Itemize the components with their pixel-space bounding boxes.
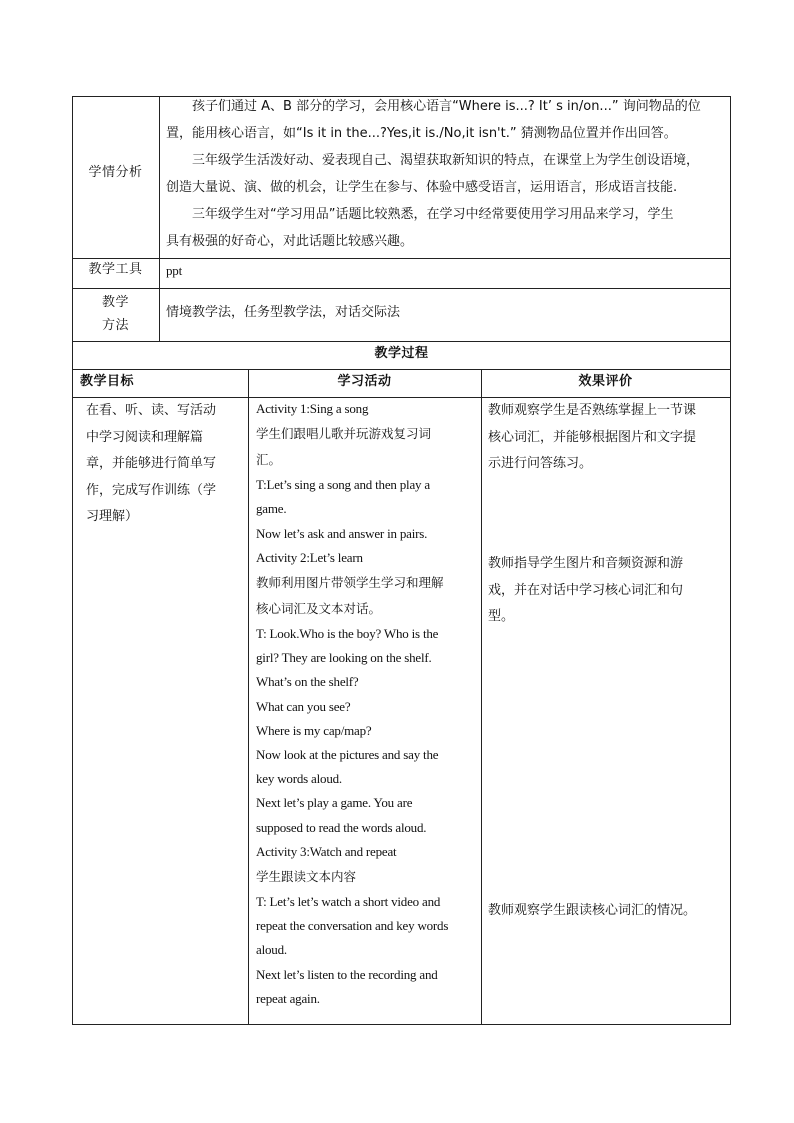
activity-line: Activity 2:Let’s learn [256, 549, 363, 565]
activity-line: T:Let’s sing a song and then play a [256, 477, 430, 493]
activity-line: Activity 3:Watch and repeat [256, 843, 397, 859]
analysis-line: 孩子们通过 A、B 部分的学习，会用核心语言“Where is...? It’ s in/on...” 询问物品的位 [192, 99, 701, 114]
teaching-methods-value: 情境教学法，任务型教学法，对话交际法 [166, 305, 401, 320]
evaluation-line: 教师观察学生是否熟练掌握上一节课 [488, 403, 697, 418]
table-border-bottom [72, 1024, 731, 1025]
activity-line: 汇。 [256, 452, 282, 468]
methods-label-line: 教学 [101, 295, 129, 310]
activity-line: 核心词汇及文本对话。 [256, 601, 382, 617]
teaching-tools-value: ppt [166, 263, 183, 278]
header-teaching-goals: 教学目标 [80, 374, 135, 389]
evaluation-line: 教师观察学生跟读核心词汇的情况。 [488, 903, 697, 918]
goal-line: 中学习阅读和理解篇 [86, 429, 204, 445]
evaluation-line: 核心词汇，并能够根据图片和文字提 [488, 429, 697, 445]
activity-line: girl? They are looking on the shelf. [256, 650, 432, 666]
activity-line: Activity 1:Sing a song [256, 401, 369, 416]
analysis-line: 具有极强的好奇心，对此话题比较感兴趣。 [166, 234, 414, 249]
row-divider [72, 258, 731, 259]
activity-line: key words aloud. [256, 771, 342, 787]
evaluation-line: 示进行问答练习。 [488, 456, 593, 471]
activity-line: Now let’s ask and answer in pairs. [256, 525, 428, 541]
activity-line: repeat the conversation and key words [256, 918, 449, 934]
activity-line: repeat again. [256, 990, 320, 1006]
analysis-line: 置，能用核心语言，如“Is it in the...?Yes,it is./No,it isn't.” 猜测物品位置并作出回答。 [166, 126, 677, 141]
activity-line: What’s on the shelf? [256, 674, 359, 690]
evaluation-line: 戏，并在对话中学习核心词汇和句 [488, 582, 684, 598]
teaching-goals-cell [86, 398, 246, 531]
activity-line: game. [256, 501, 287, 517]
row-divider [72, 341, 731, 342]
row-divider [72, 369, 731, 370]
analysis-line: 三年级学生活泼好动、爱表现自己、渴望获取新知识的特点，在课堂上为学生创设语境， [192, 153, 700, 168]
goal-line: 章，并能够进行简单写 [86, 456, 217, 471]
header-learning-activities: 学习活动 [337, 374, 392, 389]
learning-analysis-label: 学情分析 [88, 165, 143, 180]
table-border-right [730, 96, 731, 1025]
activity-line: aloud. [256, 942, 287, 958]
goal-line: 在看、听、读、写活动 [86, 403, 217, 418]
activity-line: 学生跟读文本内容 [256, 869, 357, 885]
goal-line: 习理解） [86, 509, 139, 524]
evaluation-block-2 [488, 551, 728, 631]
table-border-left [72, 96, 73, 1025]
column-divider [481, 369, 482, 1025]
activity-line: Next let’s listen to the recording and [256, 966, 438, 982]
header-effect-evaluation: 效果评价 [578, 374, 633, 389]
analysis-paragraph [166, 147, 728, 201]
activity-line: T: Look.Who is the boy? Who is the [256, 626, 439, 642]
evaluation-block-3 [488, 898, 728, 925]
label-column-divider [159, 96, 160, 342]
analysis-line: 创造大量说、演、做的机会，让学生在参与、体验中感受语言，运用语言，形成语言技能. [166, 180, 678, 195]
teaching-tools-label: 教学工具 [88, 262, 143, 277]
methods-label-line: 方法 [101, 318, 129, 333]
analysis-line: 三年级学生对“学习用品”话题比较熟悉，在学习中经常要使用学习用品来学习，学生 [192, 207, 674, 222]
learning-activities-cell [256, 397, 480, 1011]
teaching-methods-label [72, 291, 159, 337]
activity-line: Now look at the pictures and say the [256, 747, 439, 763]
analysis-paragraph [166, 93, 728, 147]
row-divider [72, 288, 731, 289]
activity-line: Where is my cap/map? [256, 722, 372, 738]
evaluation-line: 教师指导学生图片和音频资源和游 [488, 556, 684, 571]
activity-line: T: Let’s let’s watch a short video and [256, 894, 441, 910]
activity-line: 教师利用图片带领学生学习和理解 [256, 575, 444, 591]
activity-line: supposed to read the words aloud. [256, 819, 427, 835]
goal-line: 作，完成写作训练（学 [86, 482, 217, 498]
evaluation-block-1 [488, 398, 728, 478]
column-divider [248, 369, 249, 1025]
teaching-process-title: 教学过程 [374, 346, 429, 361]
learning-analysis-content [166, 93, 728, 255]
activity-line: What can you see? [256, 698, 351, 714]
evaluation-line: 型。 [488, 609, 515, 624]
activity-line: Next let’s play a game. You are [256, 795, 413, 811]
activity-line: 学生们跟唱儿歌并玩游戏复习词 [256, 426, 432, 442]
analysis-paragraph [166, 201, 728, 255]
